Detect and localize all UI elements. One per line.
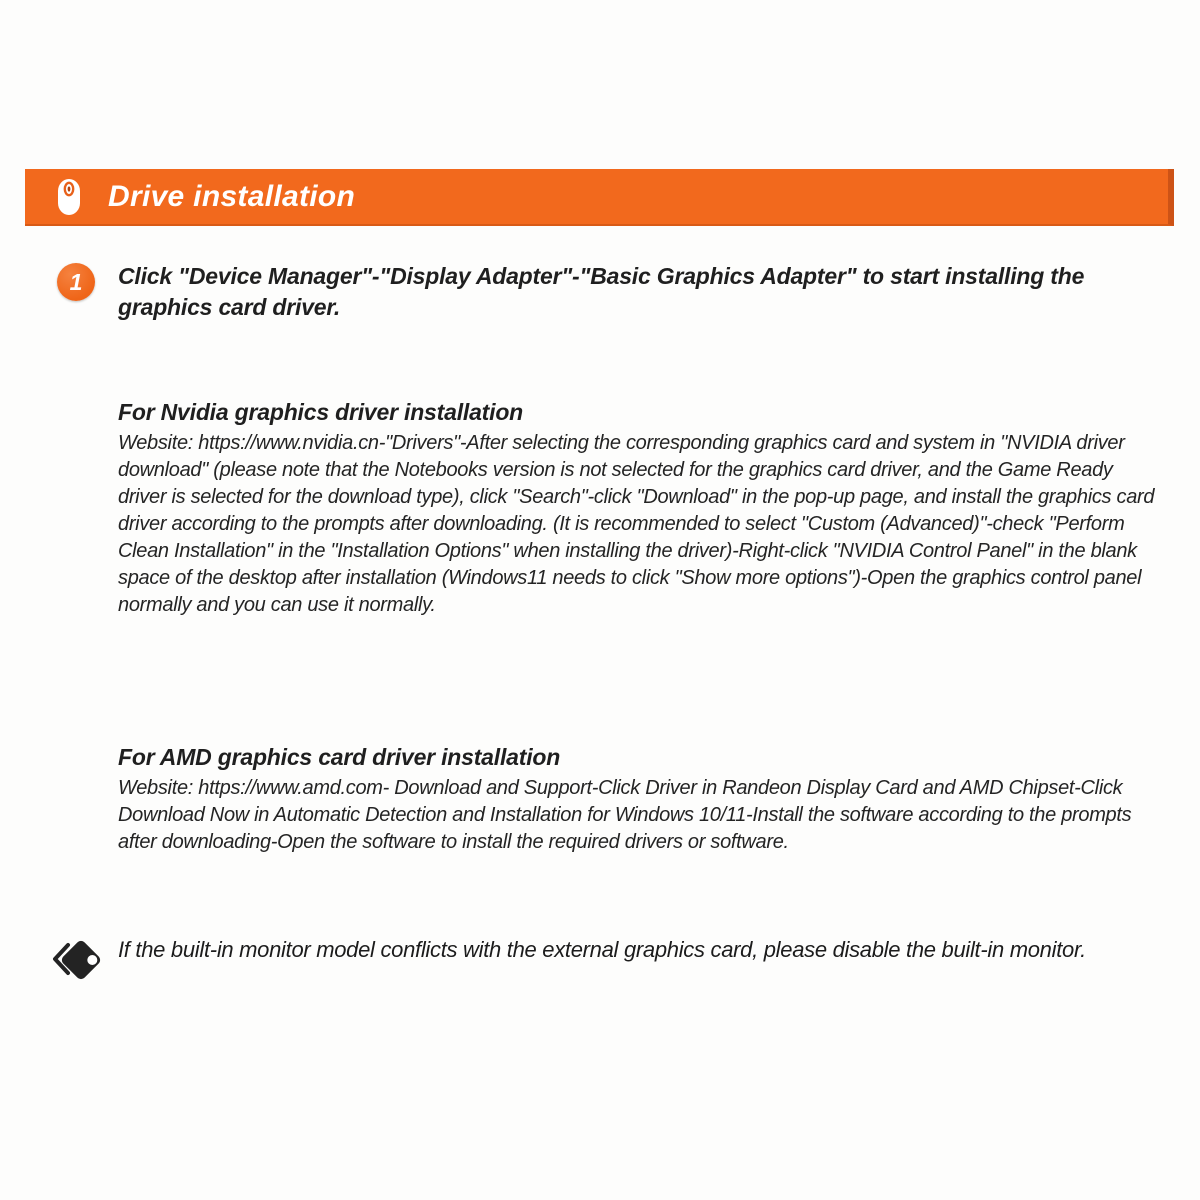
nvidia-section-body: Website: https://www.nvidia.cn-"Drivers"-After selecting the corresponding graphics card and system in "NVIDIA driver download" (please note that the Notebooks version is not selected for the graphics card driver, and the Game Ready driver is selected for the download type), click "Search"-click "Download" in the pop-up page, and install the graphics card driver according to the prompts after downloading. (It is recommended to select "Custom (Advanced)"-check "Perform Clean Installation" in the "Installation Options" when installing the driver)-Right-click "NVIDIA Control Panel" in the blank space of the desktop after installation (Windows11 needs to click "Show more options")-Open the graphics control panel normally and you can use it normally. [118, 432, 1155, 616]
tag-icon [48, 933, 104, 989]
step-number: 1 [69, 268, 83, 295]
amd-section-heading: For AMD graphics card driver installation [118, 744, 561, 770]
page-title: Drive installation [108, 179, 356, 213]
section-header-bar [25, 169, 1174, 226]
step-instruction: Click "Device Manager"-"Display Adapter"-"Basic Graphics Adapter" to start installing the graphics card driver. [118, 263, 1085, 320]
nvidia-section-heading: For Nvidia graphics driver installation [118, 399, 524, 425]
amd-section-body: Website: https://www.amd.com- Download and Support-Click Driver in Randeon Display Card and AMD Chipset-Click Download Now in Automatic Detection and Installation for Windows 10/11-Install the software according to the prompts after downloading-Open the software to install the required drivers or software. [118, 777, 1132, 853]
note-text: If the built-in monitor model conflicts with the external graphics card, please disable the built-in monitor. [118, 937, 1086, 962]
mouse-icon [57, 178, 81, 216]
step-number-badge [57, 263, 95, 301]
